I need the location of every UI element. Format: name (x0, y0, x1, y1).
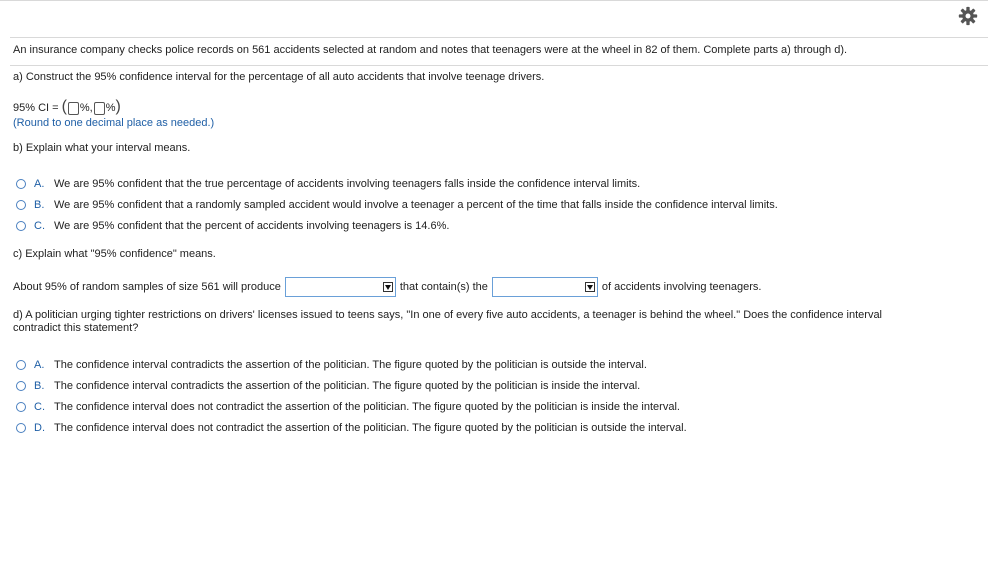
option-text: The confidence interval does not contradict the assertion of the politician. The figure quoted by the politician is outside the interval. (54, 422, 687, 434)
part-b-option-b[interactable] (16, 198, 778, 212)
open-paren: ( (61, 98, 67, 115)
option-letter: B. (34, 199, 45, 211)
close-paren: ) (115, 98, 121, 115)
option-text: The confidence interval does not contradict the assertion of the politician. The figure quoted by the politician is inside the interval. (54, 401, 680, 413)
option-letter: D. (34, 422, 45, 434)
part-c-question: c) Explain what "95% confidence" means. (13, 248, 216, 260)
sentence-middle: that contain(s) the (399, 281, 488, 293)
part-c-sentence (13, 277, 762, 297)
intro-divider (10, 65, 988, 66)
part-b-question: b) Explain what your interval means. (13, 142, 191, 154)
option-text: The confidence interval contradicts the assertion of the politician. The figure quoted by the politician is inside the interval. (54, 380, 641, 392)
percent-sign-1: %, (79, 102, 93, 114)
ci-lower-input[interactable] (68, 102, 79, 115)
part-b-option-c[interactable] (16, 219, 449, 233)
sentence-suffix: of accidents involving teenagers. (601, 281, 762, 293)
part-a-question: a) Construct the 95% confidence interval for the percentage of all auto accidents that involve teenage drivers. (13, 71, 545, 83)
top-divider (0, 0, 988, 1)
option-letter: A. (34, 178, 45, 190)
option-letter: A. (34, 359, 45, 371)
rounding-hint: (Round to one decimal place as needed.) (13, 117, 215, 129)
percent-sign-2: % (105, 102, 116, 114)
part-b-option-a[interactable] (16, 177, 640, 191)
part-d-option-d[interactable] (16, 421, 687, 435)
header-divider (10, 37, 988, 38)
option-letter: B. (34, 380, 45, 392)
radio-button[interactable] (16, 221, 26, 231)
gear-icon[interactable] (958, 6, 978, 26)
option-text: We are 95% confident that the true percentage of accidents involving teenagers falls inside the confidence interval limits. (54, 178, 641, 190)
option-text: We are 95% confident that the percent of accidents involving teenagers is 14.6%. (54, 220, 450, 232)
part-d-option-c[interactable] (16, 400, 680, 414)
problem-intro: An insurance company checks police records on 561 accidents selected at random and notes that teenagers were at the wheel in 82 of them. Complete parts a) through d). (13, 44, 848, 56)
option-text: We are 95% confident that a randomly sampled accident would involve a teenager a percent of the time that falls inside the confidence interval limits. (54, 199, 778, 211)
option-letter: C. (34, 401, 45, 413)
part-d-option-b[interactable] (16, 379, 640, 393)
ci-answer-line (13, 100, 121, 116)
parameter-dropdown[interactable] (492, 277, 598, 297)
samples-dropdown[interactable] (285, 277, 396, 297)
part-d-question-line-1: d) A politician urging tighter restrictions on drivers' licenses issued to teens says, "In one of every five auto accidents, a teenager is behind the wheel." Does the confidence interval (13, 309, 883, 321)
option-text: The confidence interval contradicts the assertion of the politician. The figure quoted by the politician is outside the interval. (54, 359, 647, 371)
dropdown-arrow-icon[interactable] (585, 282, 595, 292)
radio-button[interactable] (16, 200, 26, 210)
radio-button[interactable] (16, 179, 26, 189)
sentence-prefix: About 95% of random samples of size 561 will produce (13, 281, 281, 293)
option-letter: C. (34, 220, 45, 232)
ci-label: 95% CI = (13, 102, 59, 114)
radio-button[interactable] (16, 423, 26, 433)
part-d-option-a[interactable] (16, 358, 647, 372)
radio-button[interactable] (16, 402, 26, 412)
part-d-question-line-2: contradict this statement? (13, 322, 139, 334)
radio-button[interactable] (16, 381, 26, 391)
dropdown-arrow-icon[interactable] (383, 282, 393, 292)
radio-button[interactable] (16, 360, 26, 370)
ci-upper-input[interactable] (94, 102, 105, 115)
